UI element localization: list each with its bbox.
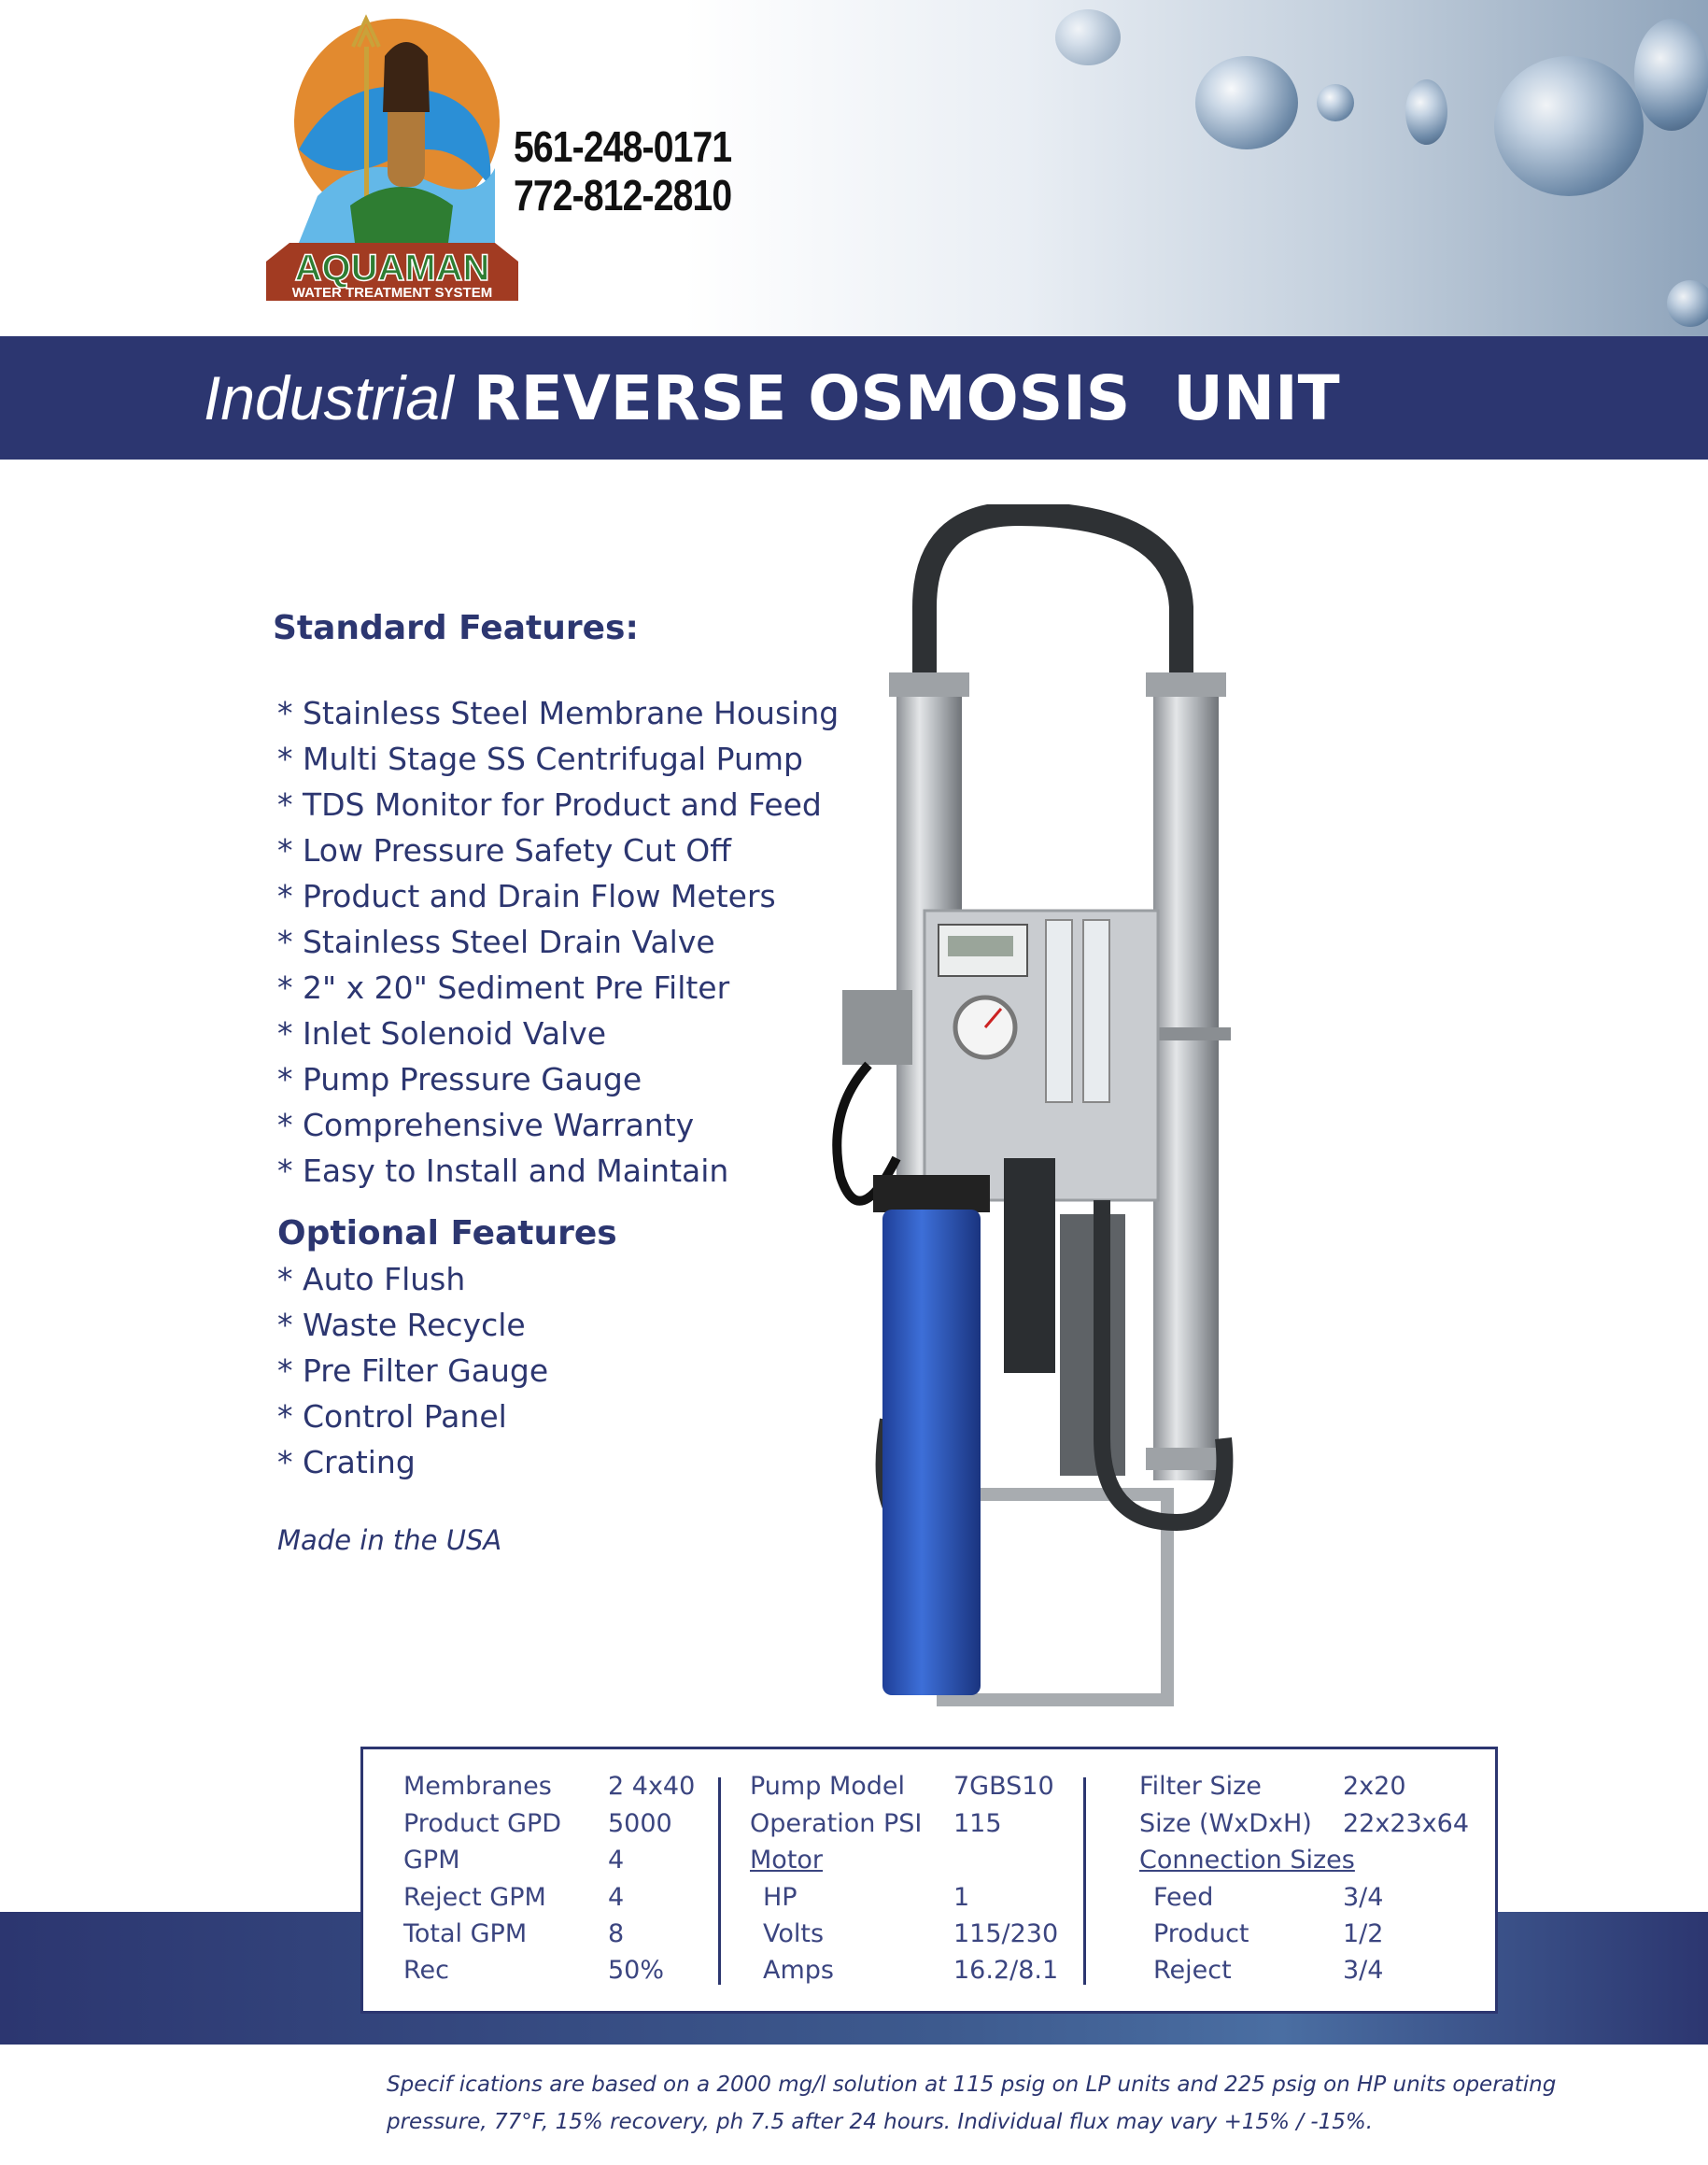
title-main: REVERSE OSMOSIS UNIT <box>473 362 1340 434</box>
spec-value: 4 <box>608 1846 625 1875</box>
standard-features-heading: Standard Features: <box>273 609 639 647</box>
spec-label: Pump Model <box>750 1772 906 1801</box>
water-bubble <box>1405 79 1447 145</box>
water-bubble <box>1494 56 1644 196</box>
made-in-usa: Made in the USA <box>277 1524 502 1556</box>
spec-value: 16.2/8.1 <box>953 1956 1059 1985</box>
spec-value: 1 <box>953 1883 970 1912</box>
standard-features-list <box>277 690 839 1194</box>
spec-label: Filter Size <box>1139 1772 1262 1801</box>
logo-name: AQUAMAN <box>294 248 490 289</box>
logo-tagline: WATER TREATMENT SYSTEM <box>291 285 493 301</box>
optional-features-heading: Optional Features <box>277 1214 617 1252</box>
list-item: * Pre Filter Gauge <box>277 1352 549 1389</box>
spec-label: Membranes <box>403 1772 552 1801</box>
spec-section-heading: Motor <box>750 1846 824 1875</box>
column-divider <box>1083 1777 1086 1985</box>
spec-label: Operation PSI <box>750 1809 923 1838</box>
header-water-background <box>0 0 1708 336</box>
spec-label: GPM <box>403 1846 460 1875</box>
list-item: * Inlet Solenoid Valve <box>277 1015 607 1052</box>
spec-label: Amps <box>763 1956 834 1985</box>
title-prefix: Industrial <box>204 363 454 432</box>
spec-label: HP <box>763 1883 798 1912</box>
water-bubble <box>1055 9 1121 65</box>
column-divider <box>718 1777 721 1985</box>
spec-label: Size (WxDxH) <box>1139 1809 1312 1838</box>
spec-value: 1/2 <box>1343 1919 1384 1948</box>
list-item: * Stainless Steel Membrane Housing <box>277 695 840 731</box>
list-item: * Low Pressure Safety Cut Off <box>277 832 732 869</box>
water-bubble <box>1317 84 1354 121</box>
spec-value: 5000 <box>608 1809 672 1838</box>
list-item: * Control Panel <box>277 1398 507 1435</box>
spec-label: Product GPD <box>403 1809 562 1838</box>
list-item: * TDS Monitor for Product and Feed <box>277 786 822 823</box>
spec-label: Rec <box>403 1956 450 1985</box>
spec-value: 22x23x64 <box>1343 1809 1470 1838</box>
spec-label: Reject <box>1153 1956 1232 1985</box>
list-item: * Crating <box>277 1444 416 1480</box>
list-item: * 2" x 20" Sediment Pre Filter <box>277 969 730 1006</box>
optional-features-list <box>277 1256 548 1485</box>
spec-value: 7GBS10 <box>953 1772 1054 1801</box>
list-item: * Pump Pressure Gauge <box>277 1061 642 1097</box>
spec-value: 2 4x40 <box>608 1772 696 1801</box>
list-item: * Comprehensive Warranty <box>277 1107 695 1143</box>
list-item: * Product and Drain Flow Meters <box>277 878 776 914</box>
spec-value: 3/4 <box>1343 1956 1384 1985</box>
water-bubble <box>1667 280 1708 327</box>
spec-table <box>360 1747 1498 2014</box>
list-item: * Auto Flush <box>277 1261 466 1297</box>
list-item: * Easy to Install and Maintain <box>277 1153 729 1189</box>
list-item: * Multi Stage SS Centrifugal Pump <box>277 741 803 777</box>
list-item: * Waste Recycle <box>277 1307 526 1343</box>
spec-label: Feed <box>1153 1883 1214 1912</box>
water-bubble <box>1195 56 1298 149</box>
spec-value: 50% <box>608 1956 665 1985</box>
spec-label: Volts <box>763 1919 825 1948</box>
footnote-line: Specif ications are based on a 2000 mg/l solution at 115 psig on LP units and 225 psig on HP units operating <box>387 2073 1557 2097</box>
ro-unit-image <box>822 504 1251 1719</box>
spec-value: 8 <box>608 1919 625 1948</box>
spec-section-heading: Connection Sizes <box>1139 1846 1355 1875</box>
phone-number-2: 772-812-2810 <box>514 171 732 219</box>
water-bubble <box>1634 19 1708 131</box>
spec-label: Reject GPM <box>403 1883 546 1912</box>
footnote-line: pressure, 77°F, 15% recovery, ph 7.5 after 24 hours. Individual flux may vary +15% / -15%. <box>387 2110 1374 2134</box>
list-item: * Stainless Steel Drain Valve <box>277 924 715 960</box>
phone-number-1: 561-248-0171 <box>514 122 732 171</box>
spec-value: 4 <box>608 1883 625 1912</box>
spec-value: 115 <box>953 1809 1002 1838</box>
aquaman-logo <box>261 9 523 310</box>
page-title <box>204 362 1340 434</box>
spec-value: 115/230 <box>953 1919 1059 1948</box>
spec-value: 3/4 <box>1343 1883 1384 1912</box>
spec-label: Total GPM <box>403 1919 528 1948</box>
spec-footnote <box>387 2066 1601 2141</box>
spec-label: Product <box>1153 1919 1249 1948</box>
spec-value: 2x20 <box>1343 1772 1406 1801</box>
